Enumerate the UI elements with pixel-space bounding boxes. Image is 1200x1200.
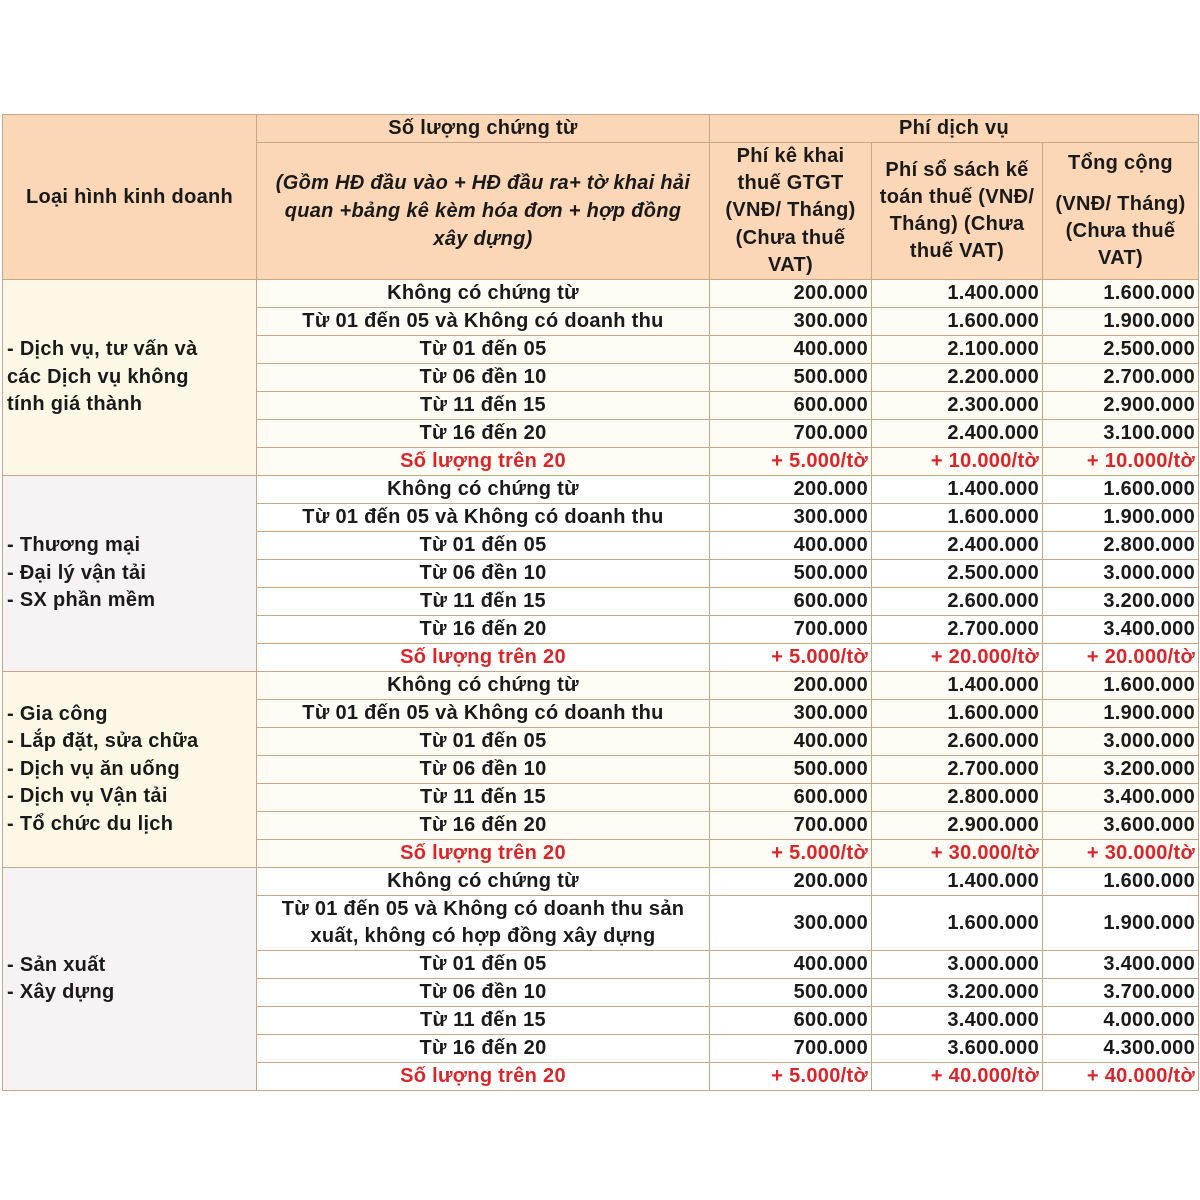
total-fee-cell: 3.000.000 — [1043, 560, 1199, 588]
vat-fee-cell: 200.000 — [710, 868, 872, 896]
business-type-line: - Xây dựng — [7, 981, 115, 1004]
doc-count-cell: Từ 16 đến 20 — [257, 420, 710, 448]
total-fee-cell: 2.900.000 — [1043, 392, 1199, 420]
vat-fee-cell: 200.000 — [710, 672, 872, 700]
total-fee-cell: 4.000.000 — [1043, 1007, 1199, 1035]
total-fee-cell: 2.800.000 — [1043, 532, 1199, 560]
vat-fee-cell: 400.000 — [710, 951, 872, 979]
vat-fee-cell: 400.000 — [710, 532, 872, 560]
vat-fee-cell: 600.000 — [710, 392, 872, 420]
doc-count-cell: Không có chứng từ — [257, 280, 710, 308]
doc-count-cell: Từ 06 đền 10 — [257, 756, 710, 784]
doc-count-cell: Từ 06 đền 10 — [257, 364, 710, 392]
total-fee-cell: 1.600.000 — [1043, 476, 1199, 504]
doc-count-cell: Từ 01 đến 05 và Không có doanh thu sản xuất, không có hợp đồng xây dựng — [257, 896, 710, 951]
vat-fee-cell: 700.000 — [710, 812, 872, 840]
business-type-line: các Dịch vụ không — [7, 365, 189, 388]
doc-count-cell: Từ 01 đến 05 và Không có doanh thu — [257, 504, 710, 532]
total-fee-cell: + 10.000/tờ — [1043, 448, 1199, 476]
vat-fee-cell: 700.000 — [710, 1035, 872, 1063]
vat-fee-cell: 700.000 — [710, 420, 872, 448]
doc-count-cell: Không có chứng từ — [257, 672, 710, 700]
book-fee-cell: 3.200.000 — [872, 979, 1043, 1007]
book-fee-cell: 1.400.000 — [872, 280, 1043, 308]
total-fee-cell: 3.200.000 — [1043, 588, 1199, 616]
doc-count-header: Số lượng chứng từ — [257, 115, 710, 143]
book-fee-cell: 2.700.000 — [872, 756, 1043, 784]
book-fee-cell: 2.200.000 — [872, 364, 1043, 392]
doc-count-cell: Từ 11 đến 15 — [257, 1007, 710, 1035]
book-fee-cell: 1.400.000 — [872, 476, 1043, 504]
total-fee-cell: 2.500.000 — [1043, 336, 1199, 364]
book-fee-cell: 3.400.000 — [872, 1007, 1043, 1035]
header-row-top — [3, 115, 1199, 143]
total-fee-cell: 3.400.000 — [1043, 784, 1199, 812]
book-fee-cell: 2.900.000 — [872, 812, 1043, 840]
table-row — [3, 280, 1199, 308]
vat-fee-cell: + 5.000/tờ — [710, 644, 872, 672]
book-fee-cell: + 30.000/tờ — [872, 840, 1043, 868]
vat-fee-cell: 200.000 — [710, 476, 872, 504]
vat-fee-cell: 300.000 — [710, 700, 872, 728]
total-fee-cell: 3.200.000 — [1043, 756, 1199, 784]
vat-fee-cell: 600.000 — [710, 784, 872, 812]
doc-count-cell: Số lượng trên 20 — [257, 1063, 710, 1091]
business-type-cell — [3, 280, 257, 476]
vat-fee-cell: 300.000 — [710, 308, 872, 336]
book-fee-cell: 1.600.000 — [872, 308, 1043, 336]
vat-fee-cell: 700.000 — [710, 616, 872, 644]
book-fee-cell: 2.400.000 — [872, 532, 1043, 560]
table-row — [3, 868, 1199, 896]
book-fee-cell: + 40.000/tờ — [872, 1063, 1043, 1091]
book-fee-cell: 2.300.000 — [872, 392, 1043, 420]
business-type-cell — [3, 476, 257, 672]
doc-count-cell: Số lượng trên 20 — [257, 840, 710, 868]
table-row — [3, 476, 1199, 504]
doc-count-cell: Từ 11 đến 15 — [257, 784, 710, 812]
total-fee-cell: 1.600.000 — [1043, 280, 1199, 308]
doc-count-cell: Từ 01 đến 05 và Không có doanh thu — [257, 700, 710, 728]
doc-count-cell: Từ 01 đến 05 — [257, 532, 710, 560]
book-fee-cell: 1.600.000 — [872, 504, 1043, 532]
total-fee-cell: + 30.000/tờ — [1043, 840, 1199, 868]
doc-count-cell: Từ 01 đến 05 và Không có doanh thu — [257, 308, 710, 336]
business-type-line: - Gia công — [7, 702, 108, 725]
total-fee-cell: 3.000.000 — [1043, 728, 1199, 756]
book-fee-cell: + 20.000/tờ — [872, 644, 1043, 672]
business-type-line: - Lắp đặt, sửa chữa — [7, 730, 199, 753]
vat-fee-cell: + 5.000/tờ — [710, 840, 872, 868]
business-type-header: Loại hình kinh doanh — [3, 115, 257, 280]
pricing-table-container — [2, 114, 1198, 1091]
total-fee-cell: 1.900.000 — [1043, 896, 1199, 951]
book-fee-cell: 2.600.000 — [872, 728, 1043, 756]
doc-count-cell: Số lượng trên 20 — [257, 448, 710, 476]
total-fee-cell: + 20.000/tờ — [1043, 644, 1199, 672]
business-type-line: - Tổ chức du lịch — [7, 812, 174, 835]
vat-fee-cell: + 5.000/tờ — [710, 1063, 872, 1091]
vat-fee-header: Phí kê khai thuế GTGT (VNĐ/ Tháng) (Chưa thuế VAT) — [710, 143, 872, 280]
book-fee-cell: 1.400.000 — [872, 672, 1043, 700]
pricing-table — [2, 114, 1199, 1091]
vat-fee-cell: 300.000 — [710, 896, 872, 951]
book-fee-cell: 2.400.000 — [872, 420, 1043, 448]
doc-count-cell: Từ 16 đến 20 — [257, 1035, 710, 1063]
vat-fee-cell: 500.000 — [710, 560, 872, 588]
book-fee-cell: 3.600.000 — [872, 1035, 1043, 1063]
doc-count-cell: Từ 16 đến 20 — [257, 812, 710, 840]
total-fee-cell: 1.900.000 — [1043, 504, 1199, 532]
doc-count-note: (Gồm HĐ đầu vào + HĐ đầu ra+ tờ khai hải quan +bảng kê kèm hóa đơn + hợp đồng xây dựng) — [257, 143, 710, 280]
vat-fee-cell: 600.000 — [710, 588, 872, 616]
total-header-title: Tổng cộng — [1068, 151, 1173, 174]
total-fee-cell: 2.700.000 — [1043, 364, 1199, 392]
total-fee-cell: 1.600.000 — [1043, 672, 1199, 700]
business-type-line: - Dịch vụ ăn uống — [7, 757, 180, 780]
total-fee-cell: 4.300.000 — [1043, 1035, 1199, 1063]
doc-count-cell: Từ 01 đến 05 — [257, 728, 710, 756]
doc-count-cell: Số lượng trên 20 — [257, 644, 710, 672]
business-type-line: - Đại lý vận tải — [7, 561, 147, 584]
book-fee-cell: 1.400.000 — [872, 868, 1043, 896]
vat-fee-cell: + 5.000/tờ — [710, 448, 872, 476]
business-type-line: - SX phần mềm — [7, 589, 156, 612]
vat-fee-cell: 400.000 — [710, 336, 872, 364]
vat-fee-cell: 600.000 — [710, 1007, 872, 1035]
business-type-line: - Sản xuất — [7, 953, 106, 976]
total-fee-cell: 1.600.000 — [1043, 868, 1199, 896]
total-fee-cell: 3.100.000 — [1043, 420, 1199, 448]
doc-count-cell: Từ 11 đến 15 — [257, 392, 710, 420]
total-header — [1043, 143, 1199, 280]
book-fee-cell: 2.100.000 — [872, 336, 1043, 364]
book-fee-header: Phí sổ sách kế toán thuế (VNĐ/ Tháng) (Chưa thuế VAT) — [872, 143, 1043, 280]
business-type-line: - Dịch vụ, tư vấn và — [7, 338, 198, 361]
vat-fee-cell: 500.000 — [710, 364, 872, 392]
book-fee-cell: 1.600.000 — [872, 896, 1043, 951]
book-fee-cell: 2.600.000 — [872, 588, 1043, 616]
business-type-cell — [3, 672, 257, 868]
doc-count-cell: Từ 01 đến 05 — [257, 336, 710, 364]
total-fee-cell: + 40.000/tờ — [1043, 1063, 1199, 1091]
vat-fee-cell: 200.000 — [710, 280, 872, 308]
pricing-table-body — [3, 280, 1199, 1091]
total-header-unit: (VNĐ/ Tháng) (Chưa thuế VAT) — [1055, 192, 1186, 270]
table-row — [3, 672, 1199, 700]
doc-count-cell: Từ 06 đền 10 — [257, 979, 710, 1007]
doc-count-cell: Không có chứng từ — [257, 868, 710, 896]
book-fee-cell: 2.700.000 — [872, 616, 1043, 644]
book-fee-cell: 2.800.000 — [872, 784, 1043, 812]
total-fee-cell: 3.700.000 — [1043, 979, 1199, 1007]
book-fee-cell: 1.600.000 — [872, 700, 1043, 728]
total-fee-cell: 3.400.000 — [1043, 951, 1199, 979]
vat-fee-cell: 300.000 — [710, 504, 872, 532]
business-type-line: - Dịch vụ Vận tải — [7, 785, 168, 808]
doc-count-cell: Từ 01 đến 05 — [257, 951, 710, 979]
service-fee-header: Phí dịch vụ — [710, 115, 1199, 143]
book-fee-cell: + 10.000/tờ — [872, 448, 1043, 476]
total-fee-cell: 3.400.000 — [1043, 616, 1199, 644]
book-fee-cell: 3.000.000 — [872, 951, 1043, 979]
doc-count-cell: Từ 16 đến 20 — [257, 616, 710, 644]
business-type-cell — [3, 868, 257, 1091]
total-fee-cell: 3.600.000 — [1043, 812, 1199, 840]
doc-count-cell: Từ 11 đến 15 — [257, 588, 710, 616]
book-fee-cell: 2.500.000 — [872, 560, 1043, 588]
total-fee-cell: 1.900.000 — [1043, 308, 1199, 336]
doc-count-cell: Không có chứng từ — [257, 476, 710, 504]
vat-fee-cell: 500.000 — [710, 756, 872, 784]
vat-fee-cell: 400.000 — [710, 728, 872, 756]
business-type-line: tính giá thành — [7, 393, 143, 416]
business-type-line: - Thương mại — [7, 534, 141, 557]
doc-count-cell: Từ 06 đền 10 — [257, 560, 710, 588]
vat-fee-cell: 500.000 — [710, 979, 872, 1007]
total-fee-cell: 1.900.000 — [1043, 700, 1199, 728]
